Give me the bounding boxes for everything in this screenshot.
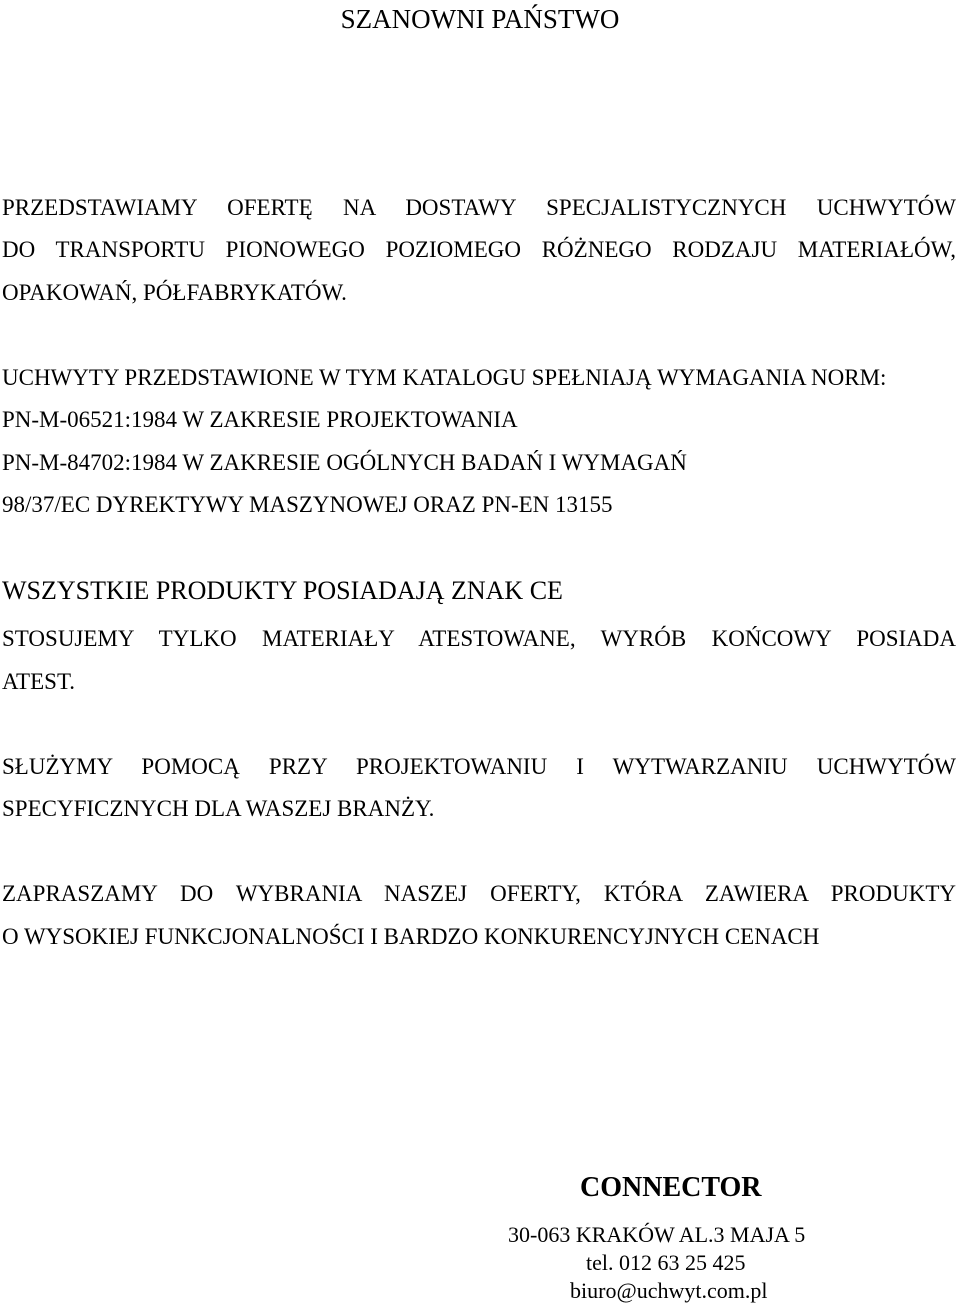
ce-mark-statement: WSZYSTKIE PRODUKTY POSIADAJĄ ZNAK CE — [2, 576, 563, 605]
invite-line-1: ZAPRASZAMY DO WYBRANIA NASZEJ OFERTY, KTÓRA ZAWIERA PRODUKTY — [2, 881, 956, 906]
materials-line-2: ATEST. — [2, 669, 76, 694]
company-phone: tel. 012 63 25 425 — [586, 1250, 746, 1275]
intro-line-1: PRZEDSTAWIAMY OFERTĘ NA DOSTAWY SPECJALISTYCZNYCH UCHWYTÓW — [2, 195, 956, 220]
norms-line-3: PN-M-84702:1984 W ZAKRESIE OGÓLNYCH BADAŃ I WYMAGAŃ — [2, 450, 687, 475]
help-line-1: SŁUŻYMY POMOCĄ PRZY PROJEKTOWANIU I WYTWARZANIU UCHWYTÓW — [2, 754, 956, 779]
materials-line-1: STOSUJEMY TYLKO MATERIAŁY ATESTOWANE, WYRÓB KOŃCOWY POSIADA — [2, 626, 956, 651]
invite-line-2: O WYSOKIEJ FUNKCJONALNOŚCI I BARDZO KONKURENCYJNYCH CENACH — [2, 924, 820, 949]
norms-line-1: UCHWYTY PRZEDSTAWIONE W TYM KATALOGU SPEŁNIAJĄ WYMAGANIA NORM: — [2, 365, 887, 390]
page-title: SZANOWNI PAŃSTWO — [340, 4, 620, 34]
intro-line-2: DO TRANSPORTU PIONOWEGO POZIOMEGO RÓŻNEGO RODZAJU MATERIAŁÓW, — [2, 237, 956, 262]
company-name: CONNECTOR — [580, 1172, 762, 1203]
company-address: 30-063 KRAKÓW AL.3 MAJA 5 — [508, 1222, 806, 1247]
company-email[interactable]: biuro@uchwyt.com.pl — [570, 1278, 768, 1303]
norms-line-2: PN-M-06521:1984 W ZAKRESIE PROJEKTOWANIA — [2, 407, 518, 432]
norms-line-4: 98/37/EC DYREKTYWY MASZYNOWEJ ORAZ PN-EN 13155 — [2, 492, 613, 517]
intro-line-3: OPAKOWAŃ, PÓŁFABRYKATÓW. — [2, 280, 347, 305]
help-line-2: SPECYFICZNYCH DLA WASZEJ BRANŻY. — [2, 796, 435, 821]
